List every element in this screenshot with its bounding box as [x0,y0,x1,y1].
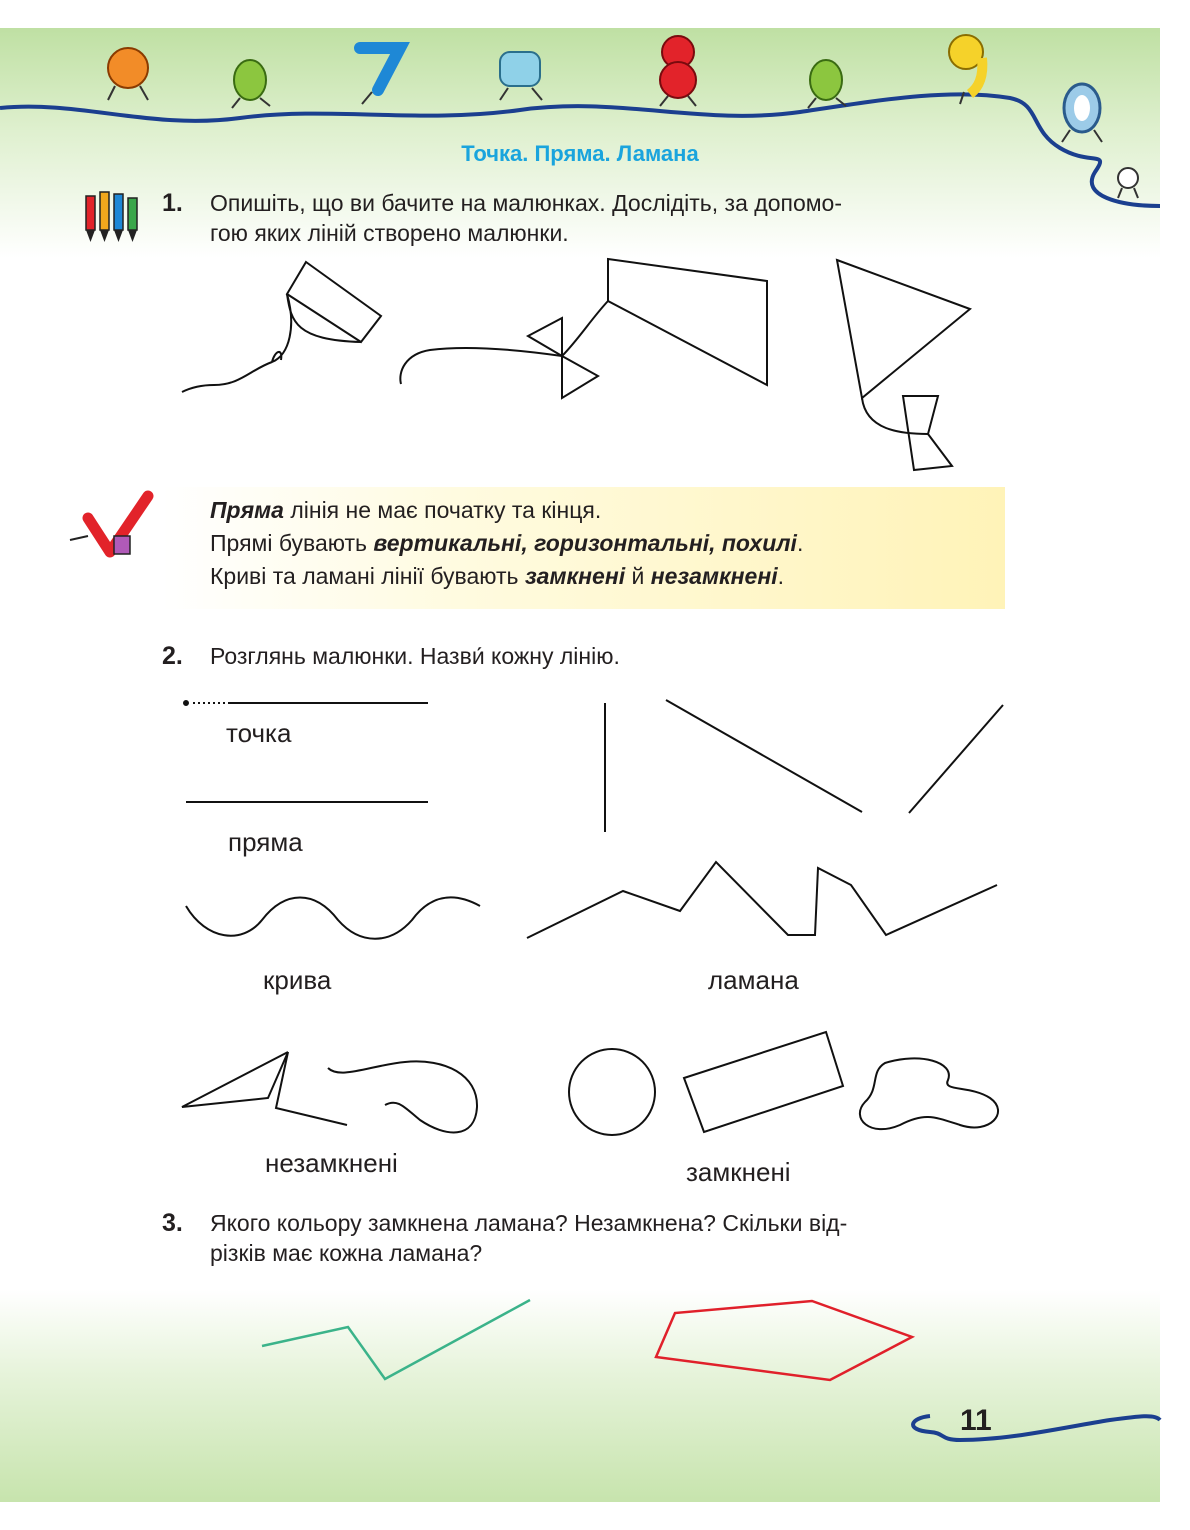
task-1-line-2: гою яких ліній створено малюнки. [210,220,569,246]
kite-1-string [182,294,291,392]
open-broken-line [182,1052,288,1107]
rule-line-1 [210,495,601,525]
digit-zero-icon [1062,84,1102,142]
open-broken-line-2 [276,1052,347,1125]
rule-line-2-bold: вертикальні, горизонтальні, похилі [373,530,797,556]
page-title: Точка. Пряма. Ламана [461,141,699,166]
rule-line-3-bold-2: незамкнені [650,563,778,589]
task-2-number: 2. [162,642,183,670]
digit-eight-icon [660,36,696,106]
closed-circle [569,1049,655,1135]
digit-two-second-icon [808,60,846,108]
task-1-line-1: Опишіть, що ви бачите на малюнках. Дослідіть, за допомо- [210,190,843,216]
rule-line-3-pre: Криві та ламані лінії бувають [210,563,525,589]
label-open: незамкнені [265,1148,398,1178]
digit-seven-icon [360,48,400,104]
open-green-polyline [262,1300,530,1379]
task-3-line-2: різків має кожна ламана? [210,1240,483,1266]
zigzag-line [527,862,997,938]
kite-3-string [862,398,928,434]
kite-2-string [400,301,608,384]
rule-term-straight: Пряма [210,497,284,523]
kite-3 [837,260,970,398]
rule-line-3-mid: й [625,563,651,589]
task-2-text: Розглянь малюнки. Назви́ кожну лінію. [210,643,620,669]
label-straight: пряма [228,827,303,857]
rule-line-3-bold-1: замкнені [524,563,626,589]
closed-red-polygon [656,1301,912,1380]
digit-six-icon [108,48,148,100]
task-3-line-1: Якого кольору замкнена ламана? Незамкнена? Скільки від- [210,1210,848,1236]
label-curve: крива [263,965,332,995]
label-point: точка [226,718,292,748]
label-broken: ламана [708,965,799,995]
small-character-icon [1118,168,1138,198]
kite-1 [287,262,381,342]
rule-line-1-text: лінія не має початку та кінця. [283,497,602,523]
kite-2-bow [528,318,598,398]
rule-line-3 [210,561,784,591]
pencils-icon [86,192,137,242]
line-examples [182,700,1003,1135]
point-dot [184,701,188,705]
task-1-text [210,188,842,248]
rule-line-2-post: . [796,530,804,556]
kite-2 [608,259,767,385]
slanted-line-up [909,705,1003,813]
checkmark-icon [70,496,148,554]
closed-blob [860,1058,998,1129]
open-curve [328,1061,477,1132]
footer-wave [913,1416,1160,1440]
task-3-number: 3. [162,1209,183,1237]
label-closed: замкнені [686,1157,791,1187]
closed-rectangle [684,1032,843,1132]
slanted-line-down [666,700,862,812]
task-1-number: 1. [162,189,183,217]
digit-three-icon [500,52,542,100]
page-number: 11 [960,1404,992,1437]
kite-drawings [182,259,970,470]
digit-two-icon [232,60,270,108]
rule-line-3-post: . [777,563,784,589]
rule-line-2 [210,528,803,558]
task-3-text [210,1208,847,1268]
rule-line-2-pre: Прямі бувають [210,530,374,556]
wavy-line [186,897,480,938]
